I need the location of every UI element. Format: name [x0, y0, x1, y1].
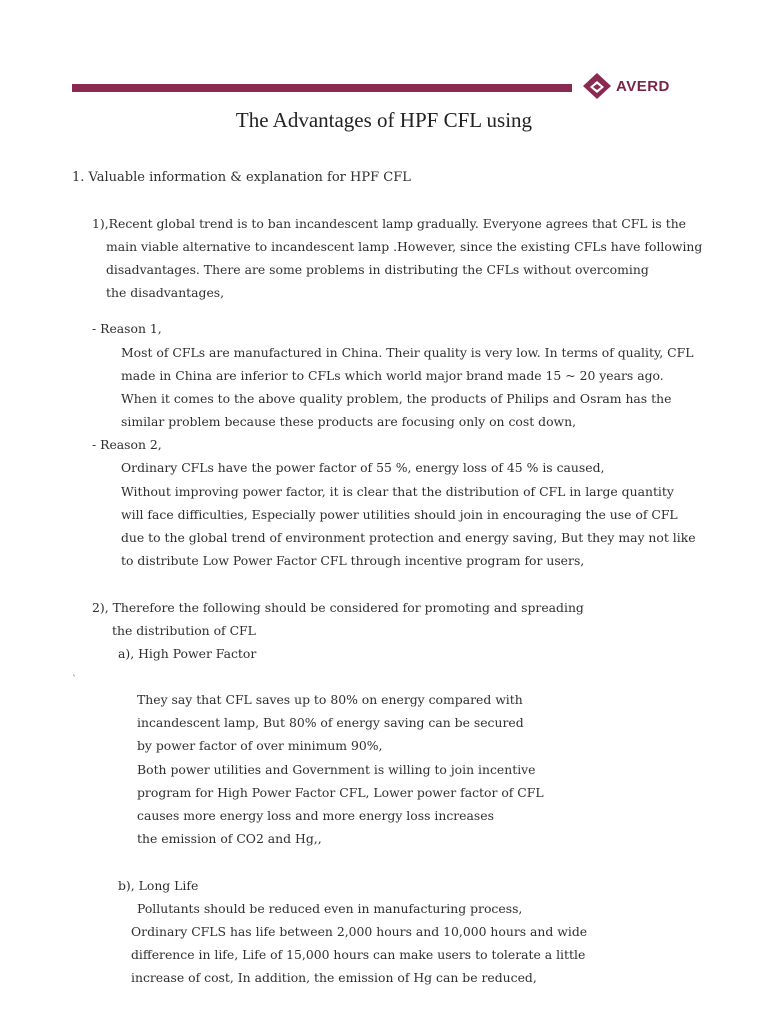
reason-2-line: Ordinary CFLs have the power factor of 55 %, energy loss of 45 % is caused, [121, 460, 605, 475]
stray-mark: ` [72, 675, 77, 686]
paragraph-1-line: disadvantages. There are some problems in distributing the CFLs without overcoming [106, 262, 649, 277]
reason-2-line: due to the global trend of environment protection and energy saving, But they may not like [121, 530, 696, 545]
reason-2-line: Without improving power factor, it is clear that the distribution of CFL in large quantity [121, 484, 674, 499]
reason-2-line: to distribute Low Power Factor CFL through incentive program for users, [121, 553, 585, 568]
subsection-a-line: They say that CFL saves up to 80% on energy compared with [137, 692, 523, 707]
subsection-a-line: Both power utilities and Government is willing to join incentive [137, 762, 536, 777]
paragraph-1-line: main viable alternative to incandescent lamp .However, since the existing CFLs have following [106, 239, 703, 254]
subsection-b-line: increase of cost, In addition, the emission of Hg can be reduced, [131, 970, 537, 985]
subsection-b-label: b), Long Life [118, 878, 199, 893]
subsection-a-line: causes more energy loss and more energy loss increases [137, 808, 494, 823]
paragraph-2-line: the distribution of CFL [112, 623, 256, 638]
reason-1-label: - Reason 1, [92, 321, 162, 336]
reason-1-line: similar problem because these products are focusing only on cost down, [121, 414, 577, 429]
subsection-a-line: by power factor of over minimum 90%, [137, 738, 383, 753]
reason-2-label: - Reason 2, [92, 437, 162, 452]
subsection-a-line: program for High Power Factor CFL, Lower power factor of CFL [137, 785, 544, 800]
reason-2-line: will face difficulties, Especially power utilities should join in encouraging the use of CFL [121, 507, 678, 522]
subsection-a-line: the emission of CO2 and Hg,, [137, 831, 322, 846]
diamond-logo-icon [582, 72, 612, 104]
header-rule [72, 84, 572, 92]
reason-1-line: When it comes to the above quality problem, the products of Philips and Osram has the [121, 391, 672, 406]
reason-1-line: made in China are inferior to CFLs which world major brand made 15 ~ 20 years ago. [121, 368, 664, 383]
paragraph-1-line: the disadvantages, [106, 285, 225, 300]
subsection-b-line: difference in life, Life of 15,000 hours can make users to tolerate a little [131, 947, 586, 962]
brand-name: AVERD [616, 78, 670, 95]
page-title: The Advantages of HPF CFL using [235, 108, 533, 132]
subsection-a-line: incandescent lamp, But 80% of energy saving can be secured [137, 715, 524, 730]
paragraph-1-line: 1),Recent global trend is to ban incandescent lamp gradually. Everyone agrees that CFL is the [92, 216, 687, 231]
subsection-b-line: Pollutants should be reduced even in manufacturing process, [137, 901, 523, 916]
subsection-a-label: a), High Power Factor [118, 646, 257, 661]
subsection-b-line: Ordinary CFLS has life between 2,000 hours and 10,000 hours and wide [131, 924, 588, 939]
paragraph-2-line: 2), Therefore the following should be considered for promoting and spreading [92, 600, 584, 615]
section-heading: 1. Valuable information & explanation for HPF CFL [72, 170, 411, 185]
reason-1-line: Most of CFLs are manufactured in China. Their quality is very low. In terms of quality, CFL [121, 345, 694, 360]
